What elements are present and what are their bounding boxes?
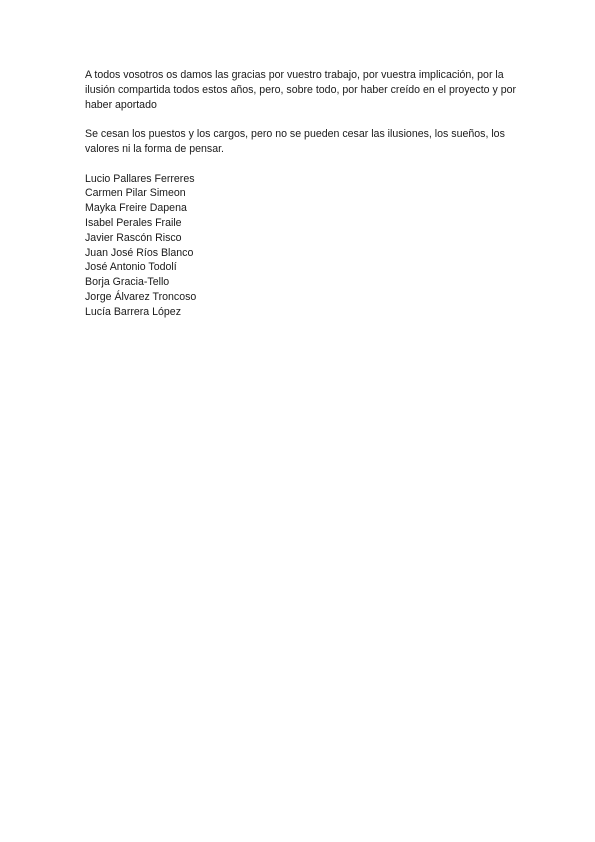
signatory-name: Jorge Álvarez Troncoso bbox=[85, 290, 197, 303]
paragraph-farewell: Se cesan los puestos y los cargos, pero no se pueden cesar las ilusiones, los sueños, los valores ni la forma de pensar. bbox=[85, 128, 505, 155]
signatory-name: Lucio Pallares Ferreres bbox=[85, 172, 195, 185]
signatory-name: Isabel Perales Fraile bbox=[85, 216, 182, 229]
signatory-name: Mayka Freire Dapena bbox=[85, 202, 187, 215]
document-body bbox=[85, 68, 517, 320]
signatory-name: José Antonio Todolí bbox=[85, 261, 177, 274]
signatory-name: Juan José Ríos Blanco bbox=[85, 246, 194, 259]
signatory-name: Lucía Barrera López bbox=[85, 305, 181, 318]
signatory-name: Javier Rascón Risco bbox=[85, 231, 182, 244]
signatories-list bbox=[85, 172, 517, 320]
paragraph-thanks: A todos vosotros os damos las gracias por vuestro trabajo, por vuestra implicación, por la ilusión compartida todos estos años, pero, sobre todo, por haber creído en el proyecto y por haber aportado bbox=[85, 69, 517, 111]
signatory-name: Borja Gracia-Tello bbox=[85, 276, 170, 289]
signatory-name: Carmen Pilar Simeon bbox=[85, 187, 186, 200]
